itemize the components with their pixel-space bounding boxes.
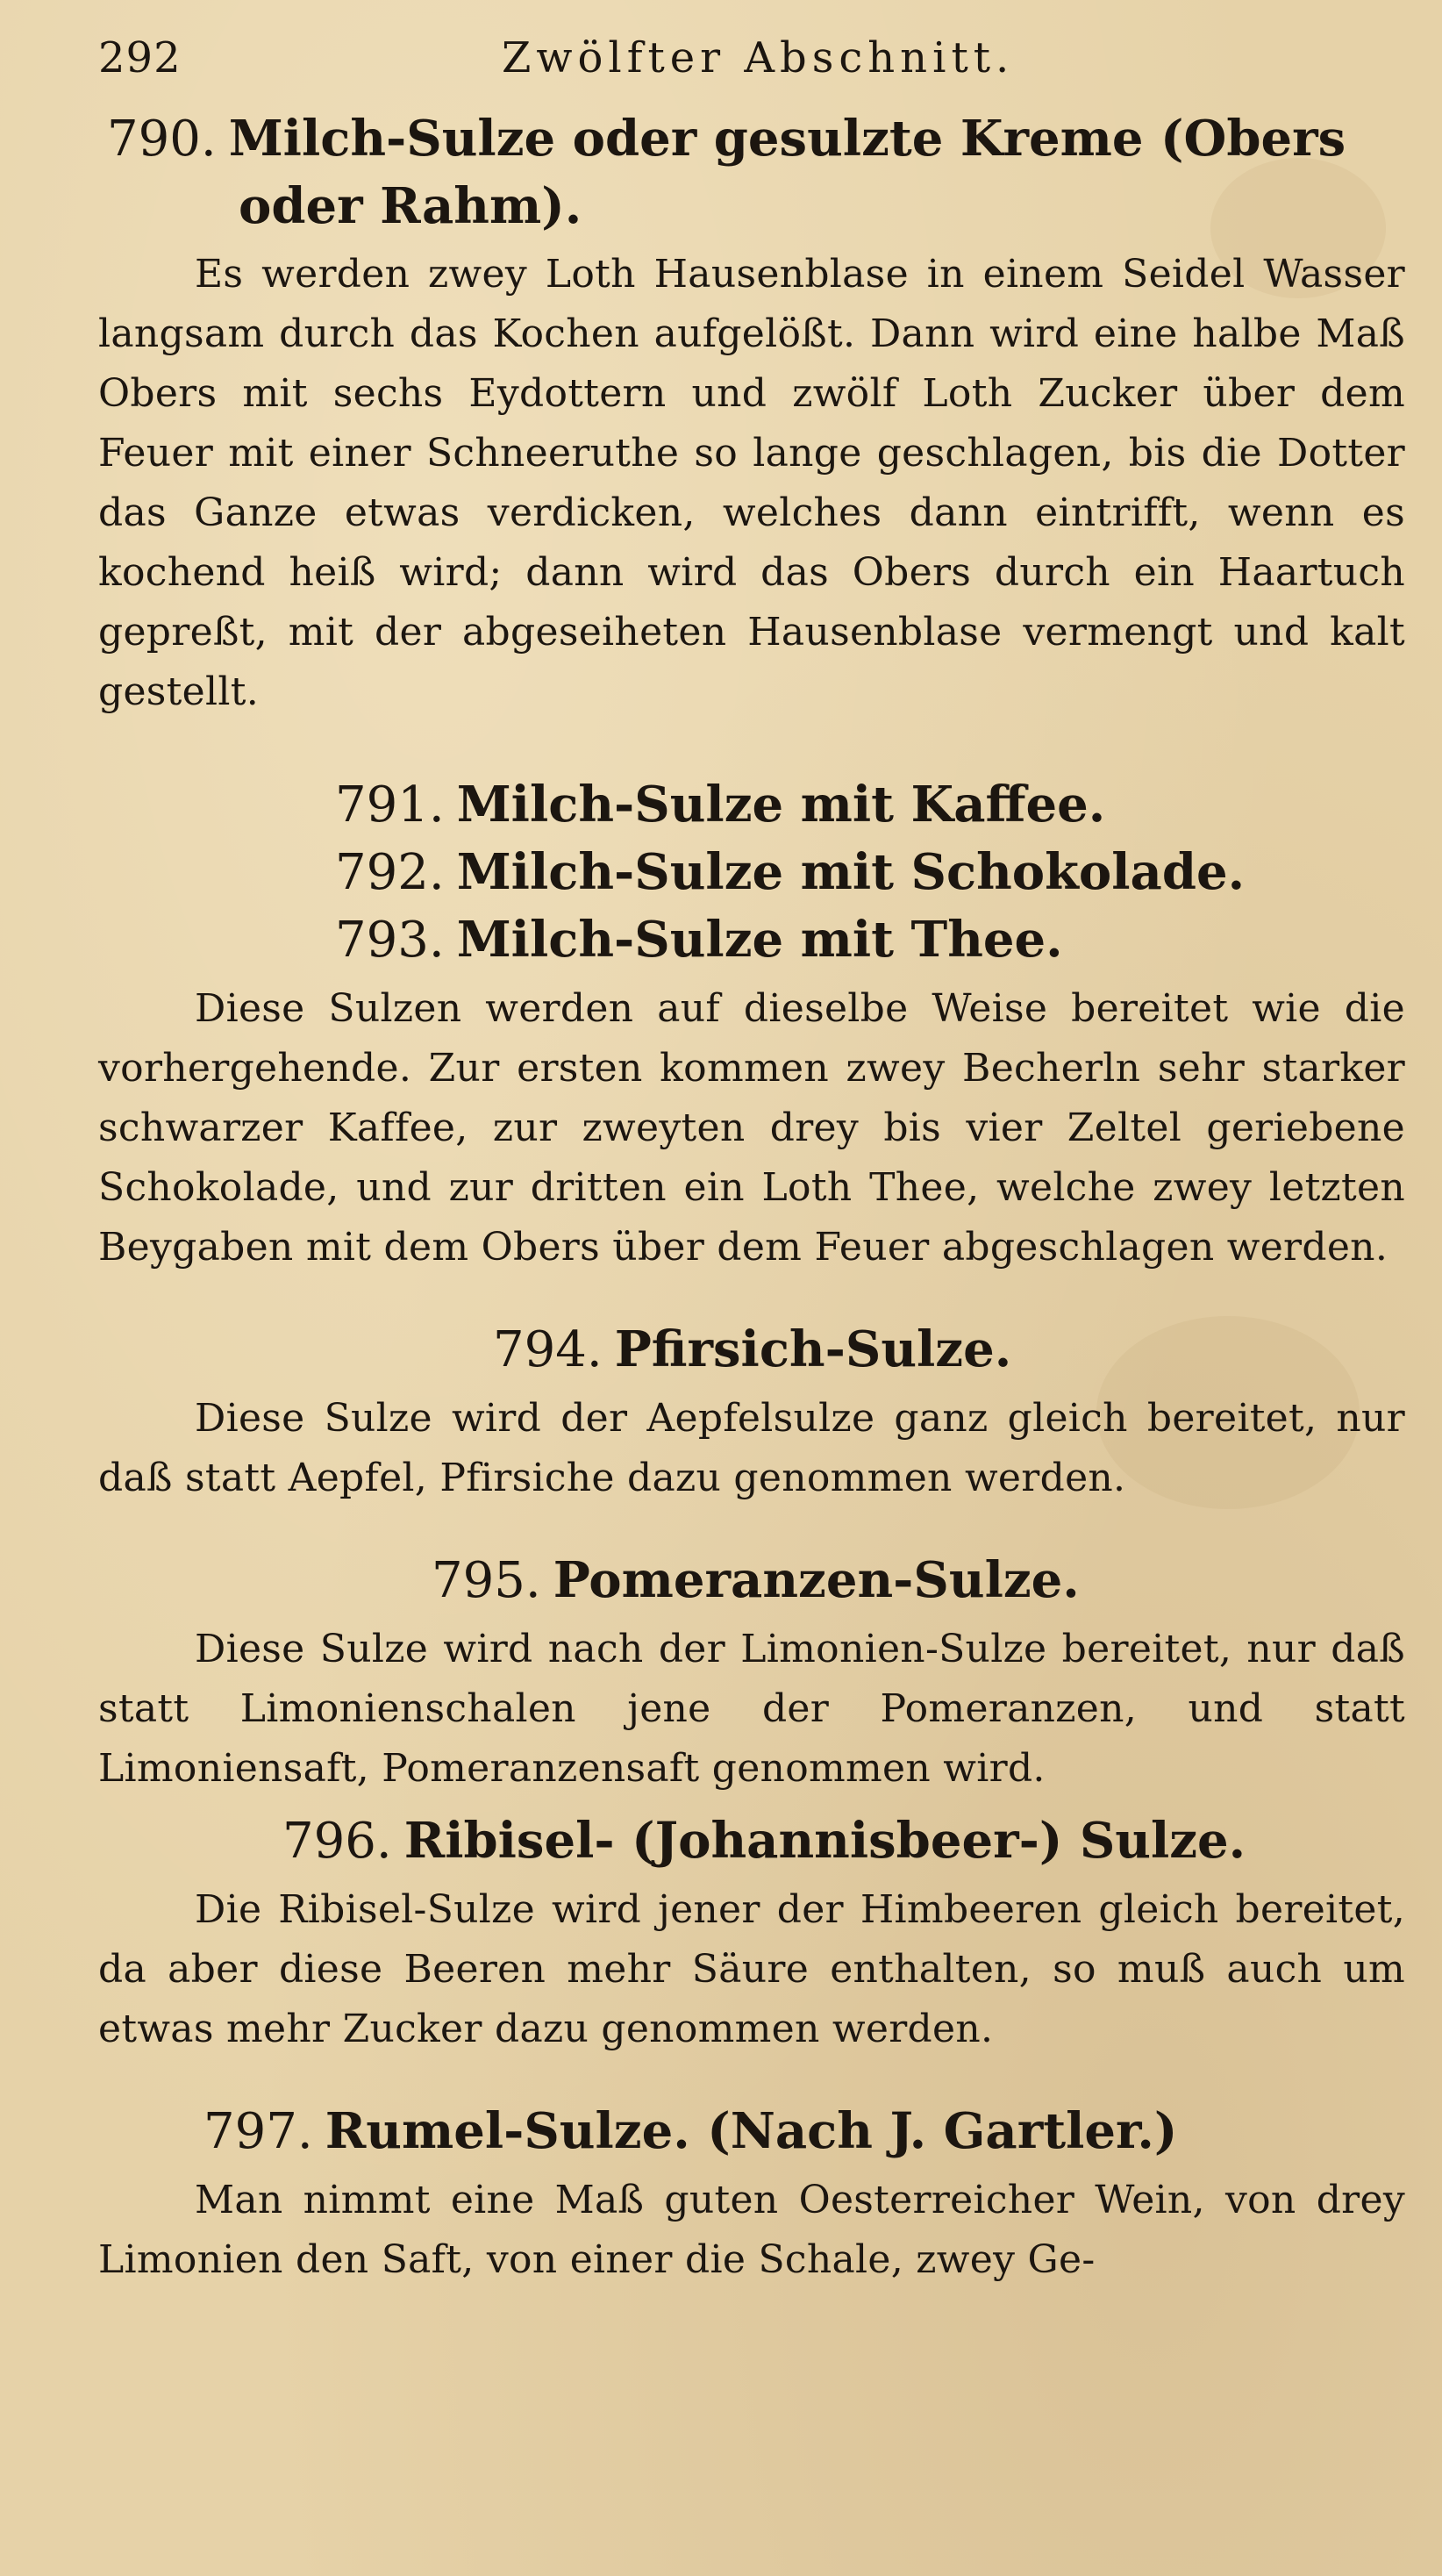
recipe-entry-790 [98,105,1405,722]
recipe-heading [98,1547,1405,1614]
recipe-heading [98,105,1405,240]
recipe-heading [98,771,1405,839]
recipe-text: Die Ribisel-Sulze wird jener der Himbeeren gleich bereitet, da aber diese Beeren mehr Säure enthalten, so muß auch um etwas mehr Zucker dazu genommen werden. [98,1887,1405,2051]
recipe-title: Pfirsich-Sulze. [614,1320,1012,1378]
recipe-title: Ribisel- (Johannisbeer-) Sulze. [403,1812,1246,1870]
recipe-title: Pomeranzen-Sulze. [553,1551,1080,1609]
recipe-heading [98,1316,1405,1384]
recipe-entry-792 [98,839,1405,906]
recipe-number: 791. [335,776,445,834]
recipe-number: 792. [335,844,445,901]
recipe-heading [98,906,1405,974]
recipe-title: Milch-Sulze mit Kaffee. [456,776,1106,834]
recipe-entry-795 [98,1547,1405,1799]
recipe-title: Milch-Sulze mit Schokolade. [456,843,1246,901]
recipe-entry-793 [98,906,1405,1277]
recipe-entry-797 [98,2098,1405,2290]
recipe-number: 795. [432,1552,541,1609]
recipe-heading [98,1807,1405,1875]
recipe-text: Diese Sulzen werden auf dieselbe Weise bereitet wie die vorhergehende. Zur ersten kommen zwey Becherln sehr starker schwarzer Kaffee, zur zweyten drey bis vier Zeltel geriebene Schokolade, und zur dritten ein Loth Thee, welche zwey letzten Beygaben mit dem Obers über dem Feuer abgeschlagen werden. [98,986,1405,1270]
running-head: Zwölfter Abschnitt. [502,33,1015,82]
recipe-heading [98,839,1405,906]
recipe-text: Diese Sulze wird der Aepfelsulze ganz gleich bereitet, nur daß statt Aepfel, Pfirsiche dazu genommen werden. [98,1396,1405,1500]
page-header [98,33,1081,95]
recipe-title: Milch-Sulze oder gesulzte Kreme (Obers oder Rahm). [228,110,1346,235]
recipe-heading [98,2098,1405,2165]
recipe-text: Es werden zwey Loth Hausenblase in einem Seidel Wasser langsam durch das Kochen aufgelößt. Dann wird eine halbe Maß Obers mit sechs Eydottern und zwölf Loth Zucker über dem Feuer mit einer Schneeruthe so lange geschlagen, bis die Dotter das Ganze etwas verdicken, welches dann eintrifft, wenn es kochend heiß wird; dann wird das Obers durch ein Haartuch gepreßt, mit der abgeseiheten Hausenblase vermengt und kalt gestellt. [98,252,1405,714]
recipe-entry-796 [98,1807,1405,2059]
recipe-number: 794. [493,1321,603,1378]
recipe-title: Rumel-Sulze. (Nach J. Gartler.) [325,2102,1178,2160]
recipe-entry-794 [98,1316,1405,1508]
recipe-number: 793. [335,912,445,969]
recipe-number: 796. [282,1813,392,1870]
recipe-entry-791 [98,771,1405,839]
recipe-text: Diese Sulze wird nach der Limonien-Sulze bereitet, nur daß statt Limonienschalen jene der Pomeranzen, und statt Limoniensaft, Pomeranzensaft genommen wird. [98,1627,1405,1791]
page-content [98,105,1405,2290]
recipe-title: Milch-Sulze mit Thee. [456,911,1063,969]
recipe-number: 797. [203,2103,313,2160]
recipe-text: Man nimmt eine Maß guten Oesterreicher Wein, von drey Limonien den Saft, von einer die Schale, zwey Ge- [98,2178,1405,2282]
page-number: 292 [98,33,182,82]
recipe-number: 790. [107,111,217,168]
